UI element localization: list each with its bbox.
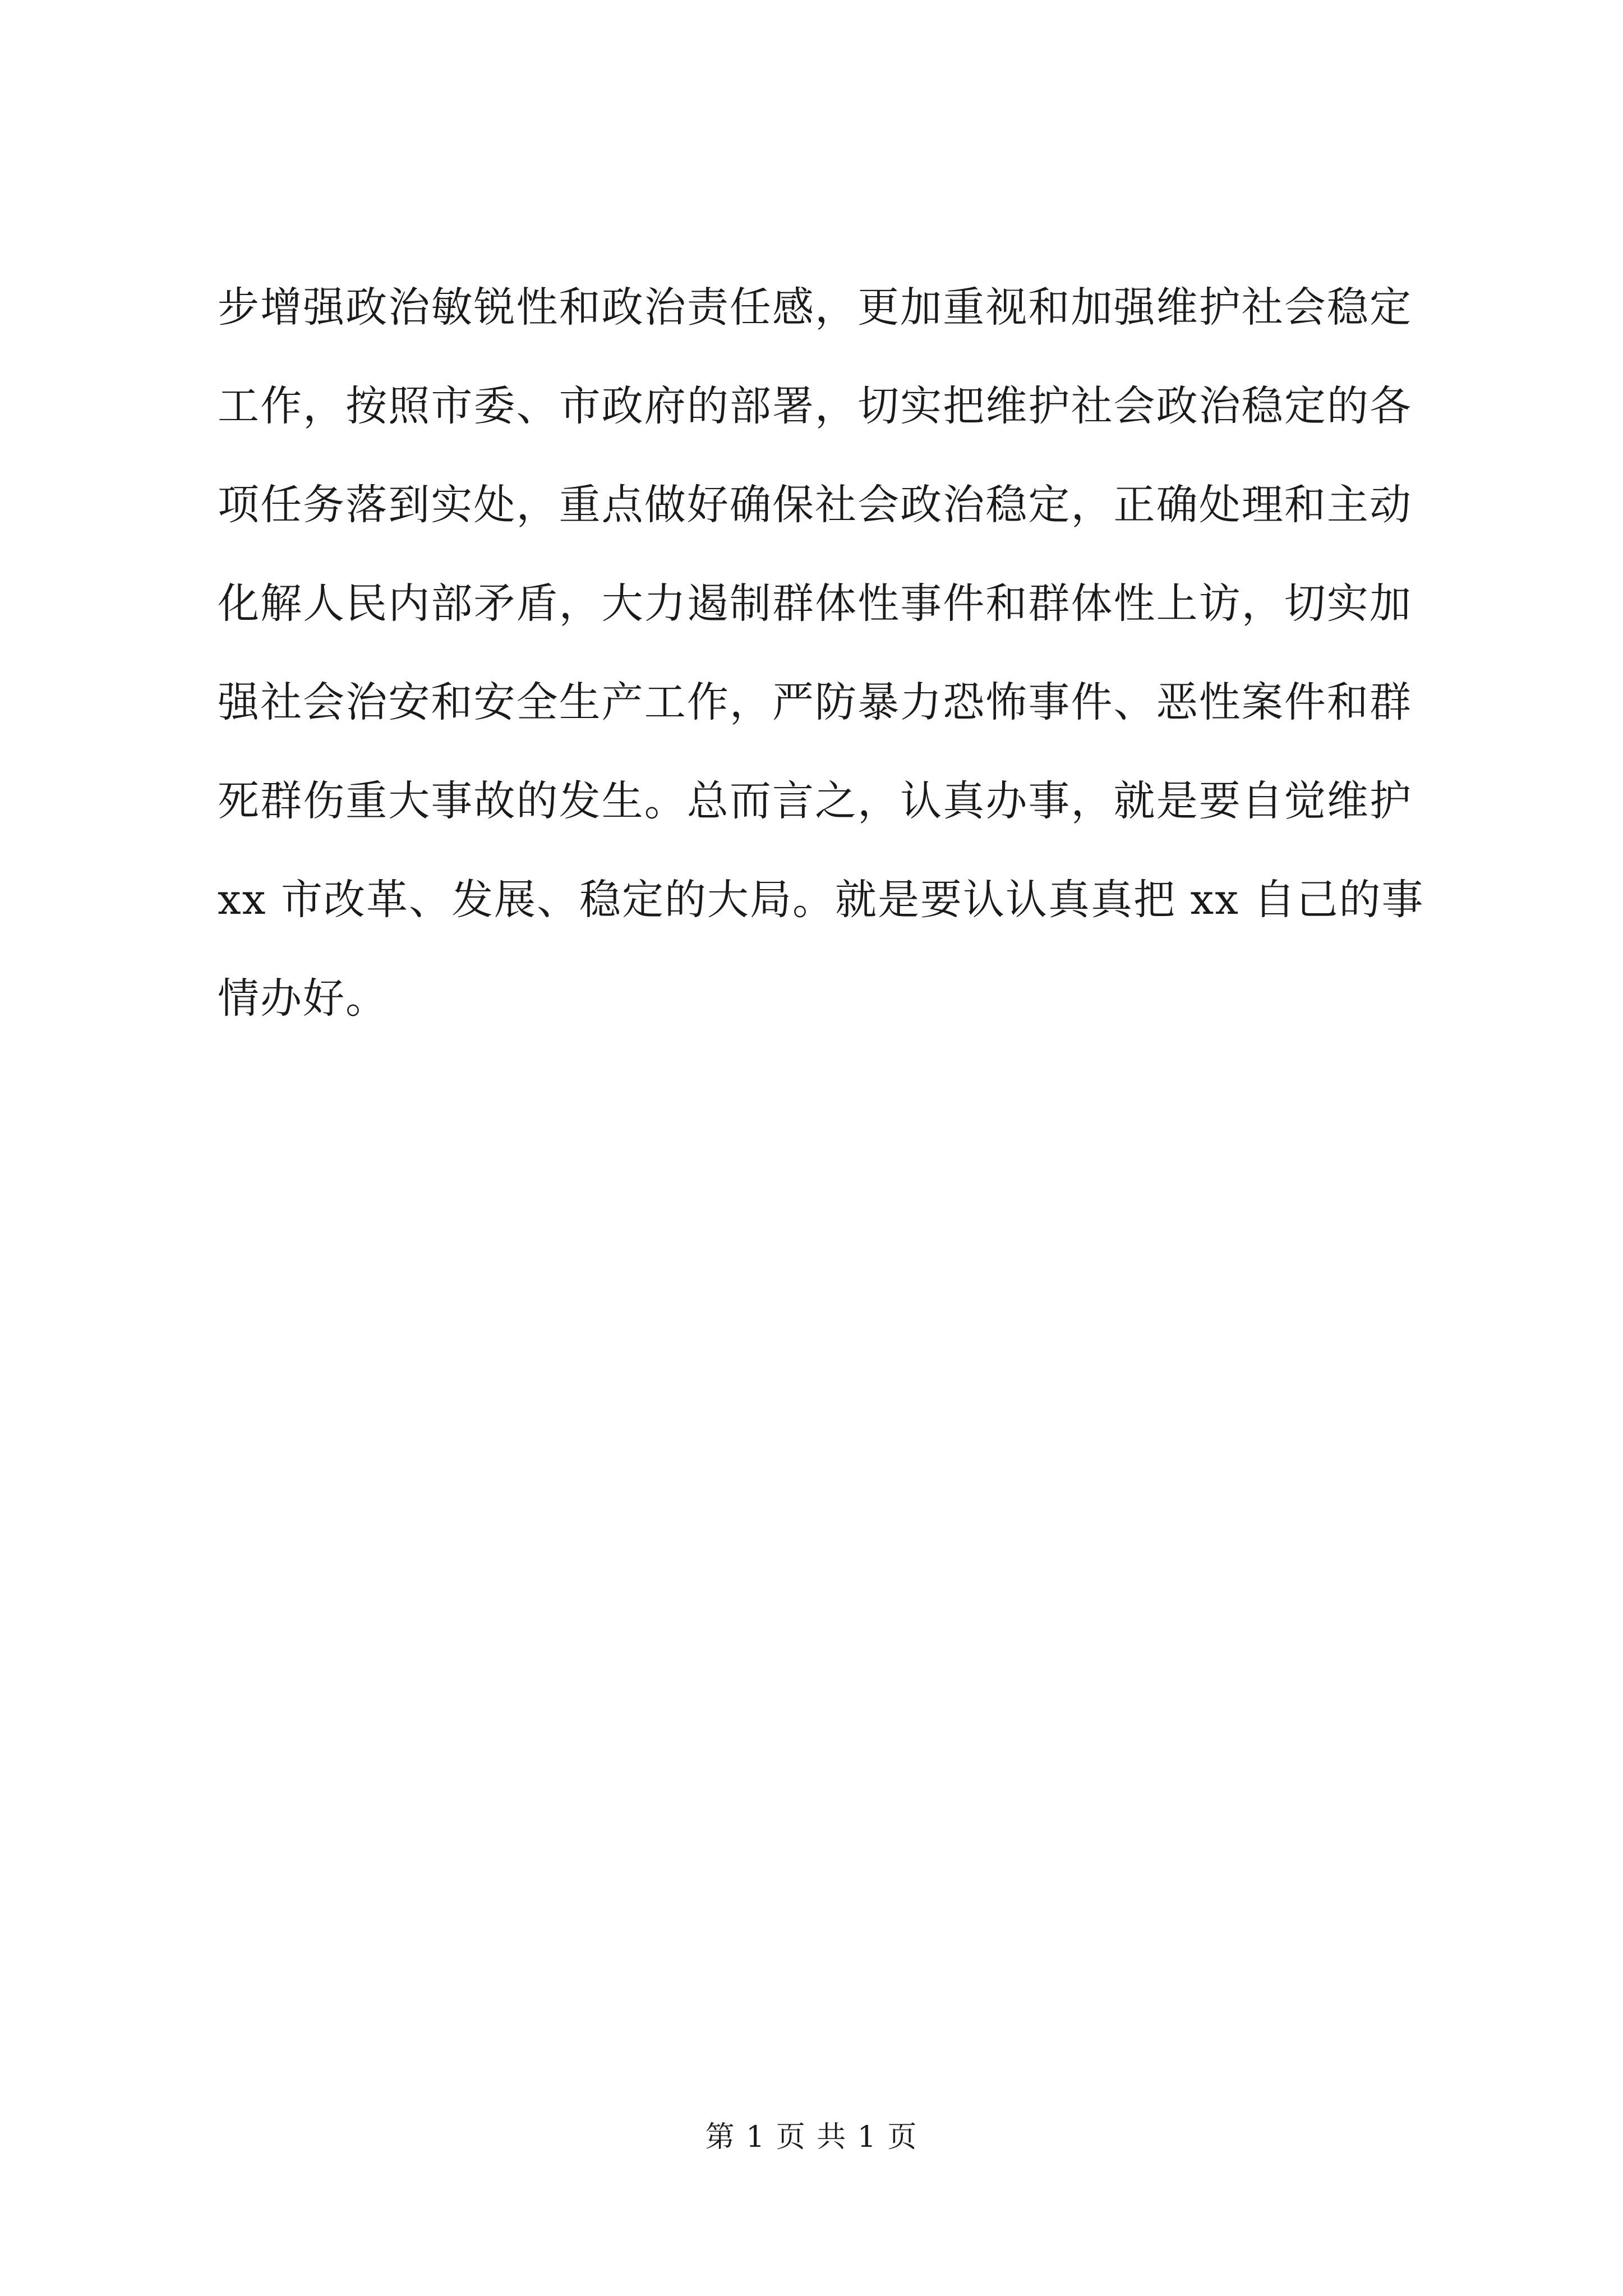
text-line-4: 化解人民内部矛盾，大力遏制群体性事件和群体性上访，切实加: [218, 579, 1412, 628]
page-number-footer: 第 1 页 共 1 页: [705, 2120, 918, 2154]
text-line-6: 死群伤重大事故的发生。总而言之，认真办事，就是要自觉维护: [218, 777, 1412, 825]
text-line-2: 工作，按照市委、市政府的部署，切实把维护社会政治稳定的各: [218, 382, 1412, 430]
text-line-5: 强社会治安和安全生产工作，严防暴力恐怖事件、恶性案件和群: [218, 678, 1412, 726]
text-line-7: xx 市改革、发展、稳定的大局。就是要认认真真把 xx 自己的事: [218, 876, 1424, 924]
text-line-1: 步增强政治敏锐性和政治责任感，更加重视和加强维护社会稳定: [218, 283, 1412, 332]
text-line-3: 项任务落到实处，重点做好确保社会政治稳定，正确处理和主动: [218, 481, 1412, 529]
text-line-8: 情办好。: [218, 974, 388, 1023]
body-paragraph: [218, 258, 1424, 1048]
